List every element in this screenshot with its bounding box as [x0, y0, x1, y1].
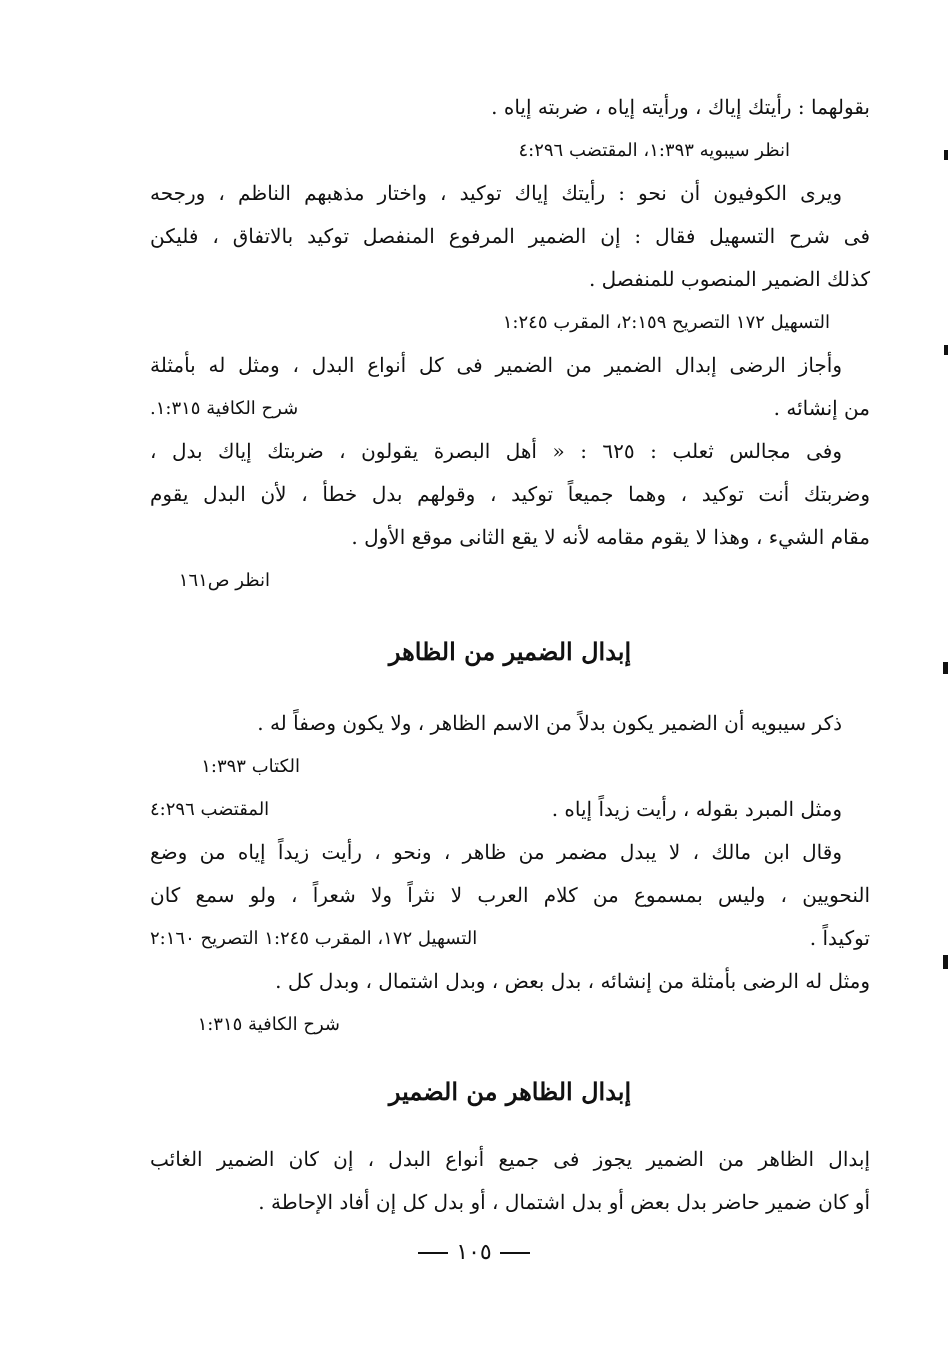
- text-line: وقال ابن مالك ، لا يبدل مضمر من ظاهر ، ونحو ، رأيت زيداً إياه من وضع: [150, 840, 842, 864]
- text-line: [150, 788, 870, 831]
- text-line: ويرى الكوفيون أن نحو : رأيتك إياك توكيد ، واختار مذهبهم الناظم ، ورجحه: [150, 181, 842, 205]
- text-fragment: ومثل المبرد بقوله ، رأيت زيداً إياه .: [551, 797, 842, 821]
- text-line: النحويين ، وليس بمسموع من كلام العرب لا نثراً ولا شعراً ، ولو سمع كان: [150, 883, 871, 907]
- text-line: ذكر سيبويه أن الضمير يكون بدلاً من الاسم الظاهر ، ولا يكون وصفاً له .: [257, 711, 842, 735]
- reference-text: التسهيل ١٧٢ التصريح ٢:١٥٩، المقرب ١:٢٤٥: [502, 312, 830, 333]
- reference-line: [150, 745, 870, 788]
- scan-edge-mark: [943, 955, 948, 969]
- scan-edge-mark: [944, 345, 948, 355]
- text-line: أو كان ضمير حاضر بدل بعض أو بدل اشتمال ، أو بدل كل إن أفاد الإحاطة .: [258, 1190, 870, 1214]
- page-number-text: ١٠٥: [456, 1240, 492, 1265]
- section-heading: إبدال الضمير من الظاهر: [388, 637, 632, 666]
- reference-text: المقتضب ٤:٢٩٦: [150, 799, 270, 820]
- dash-left: [418, 1252, 448, 1254]
- text-line: ومثل له الرضى بأمثلة من إنشائه ، بدل بعض ، وبدل اشتمال ، وبدل كل .: [275, 969, 870, 993]
- reference-text: انظر سيبويه ١:٣٩٣، المقتضب ٤:٢٩٦: [518, 140, 790, 161]
- reference-text: التسهيل ١٧٢، المقرب ١:٢٤٥ التصريح ٢:١٦٠: [150, 928, 478, 949]
- page-body: [150, 86, 870, 1224]
- text-line: كذلك الضمير المنصوب للمنفصل .: [588, 267, 870, 291]
- reference-text: شرح الكافية ١:٣١٥.: [150, 398, 299, 419]
- text-line: مقام الشيء ، وهذا لا يقوم مقامه لأنه لا يقع الثانى موقع الأول .: [351, 525, 870, 549]
- text-line: بقولهما : رأيتك إياك ، ورأيته إياه ، ضربته إياه .: [491, 95, 870, 119]
- reference-line: [150, 1003, 870, 1046]
- text-line: وضربتك أنت توكيد ، وهما جميعاً توكيد ، وقولهم بدل خطأ ، لأن البدل يقوم: [150, 482, 870, 506]
- reference-line: [150, 559, 870, 602]
- text-line: إبدال الظاهر من الضمير يجوز فى جميع أنواع البدل ، إن كان الضمير الغائب: [150, 1147, 870, 1171]
- text-line: [150, 387, 870, 430]
- scan-edge-mark: [944, 150, 948, 160]
- reference-line: [150, 301, 870, 344]
- text-line: فى شرح التسهيل فقال : إن الضمير المرفوع المنفصل توكيد بالاتفاق ، فليكن: [150, 224, 870, 248]
- page-number: [0, 1240, 948, 1265]
- text-fragment: توكيداً .: [809, 926, 870, 950]
- text-line: [150, 917, 870, 960]
- dash-right: [500, 1252, 530, 1254]
- reference-text: انظر ص١٦١: [178, 570, 270, 591]
- reference-text: شرح الكافية ١:٣١٥: [197, 1014, 340, 1035]
- reference-line: [150, 129, 870, 172]
- scan-edge-mark: [943, 662, 948, 674]
- section-heading: إبدال الظاهر من الضمير: [388, 1077, 632, 1106]
- reference-text: الكتاب ١:٣٩٣: [201, 756, 300, 777]
- text-fragment: من إنشائه .: [773, 396, 870, 420]
- text-line: وفى مجالس ثعلب : ٦٢٥ : « أهل البصرة يقولون ، ضربتك إياك بدل ،: [150, 439, 843, 463]
- text-line: وأجاز الرضى إبدال الضمير من الضمير فى كل أنواع البدل ، ومثل له بأمثلة: [150, 353, 842, 377]
